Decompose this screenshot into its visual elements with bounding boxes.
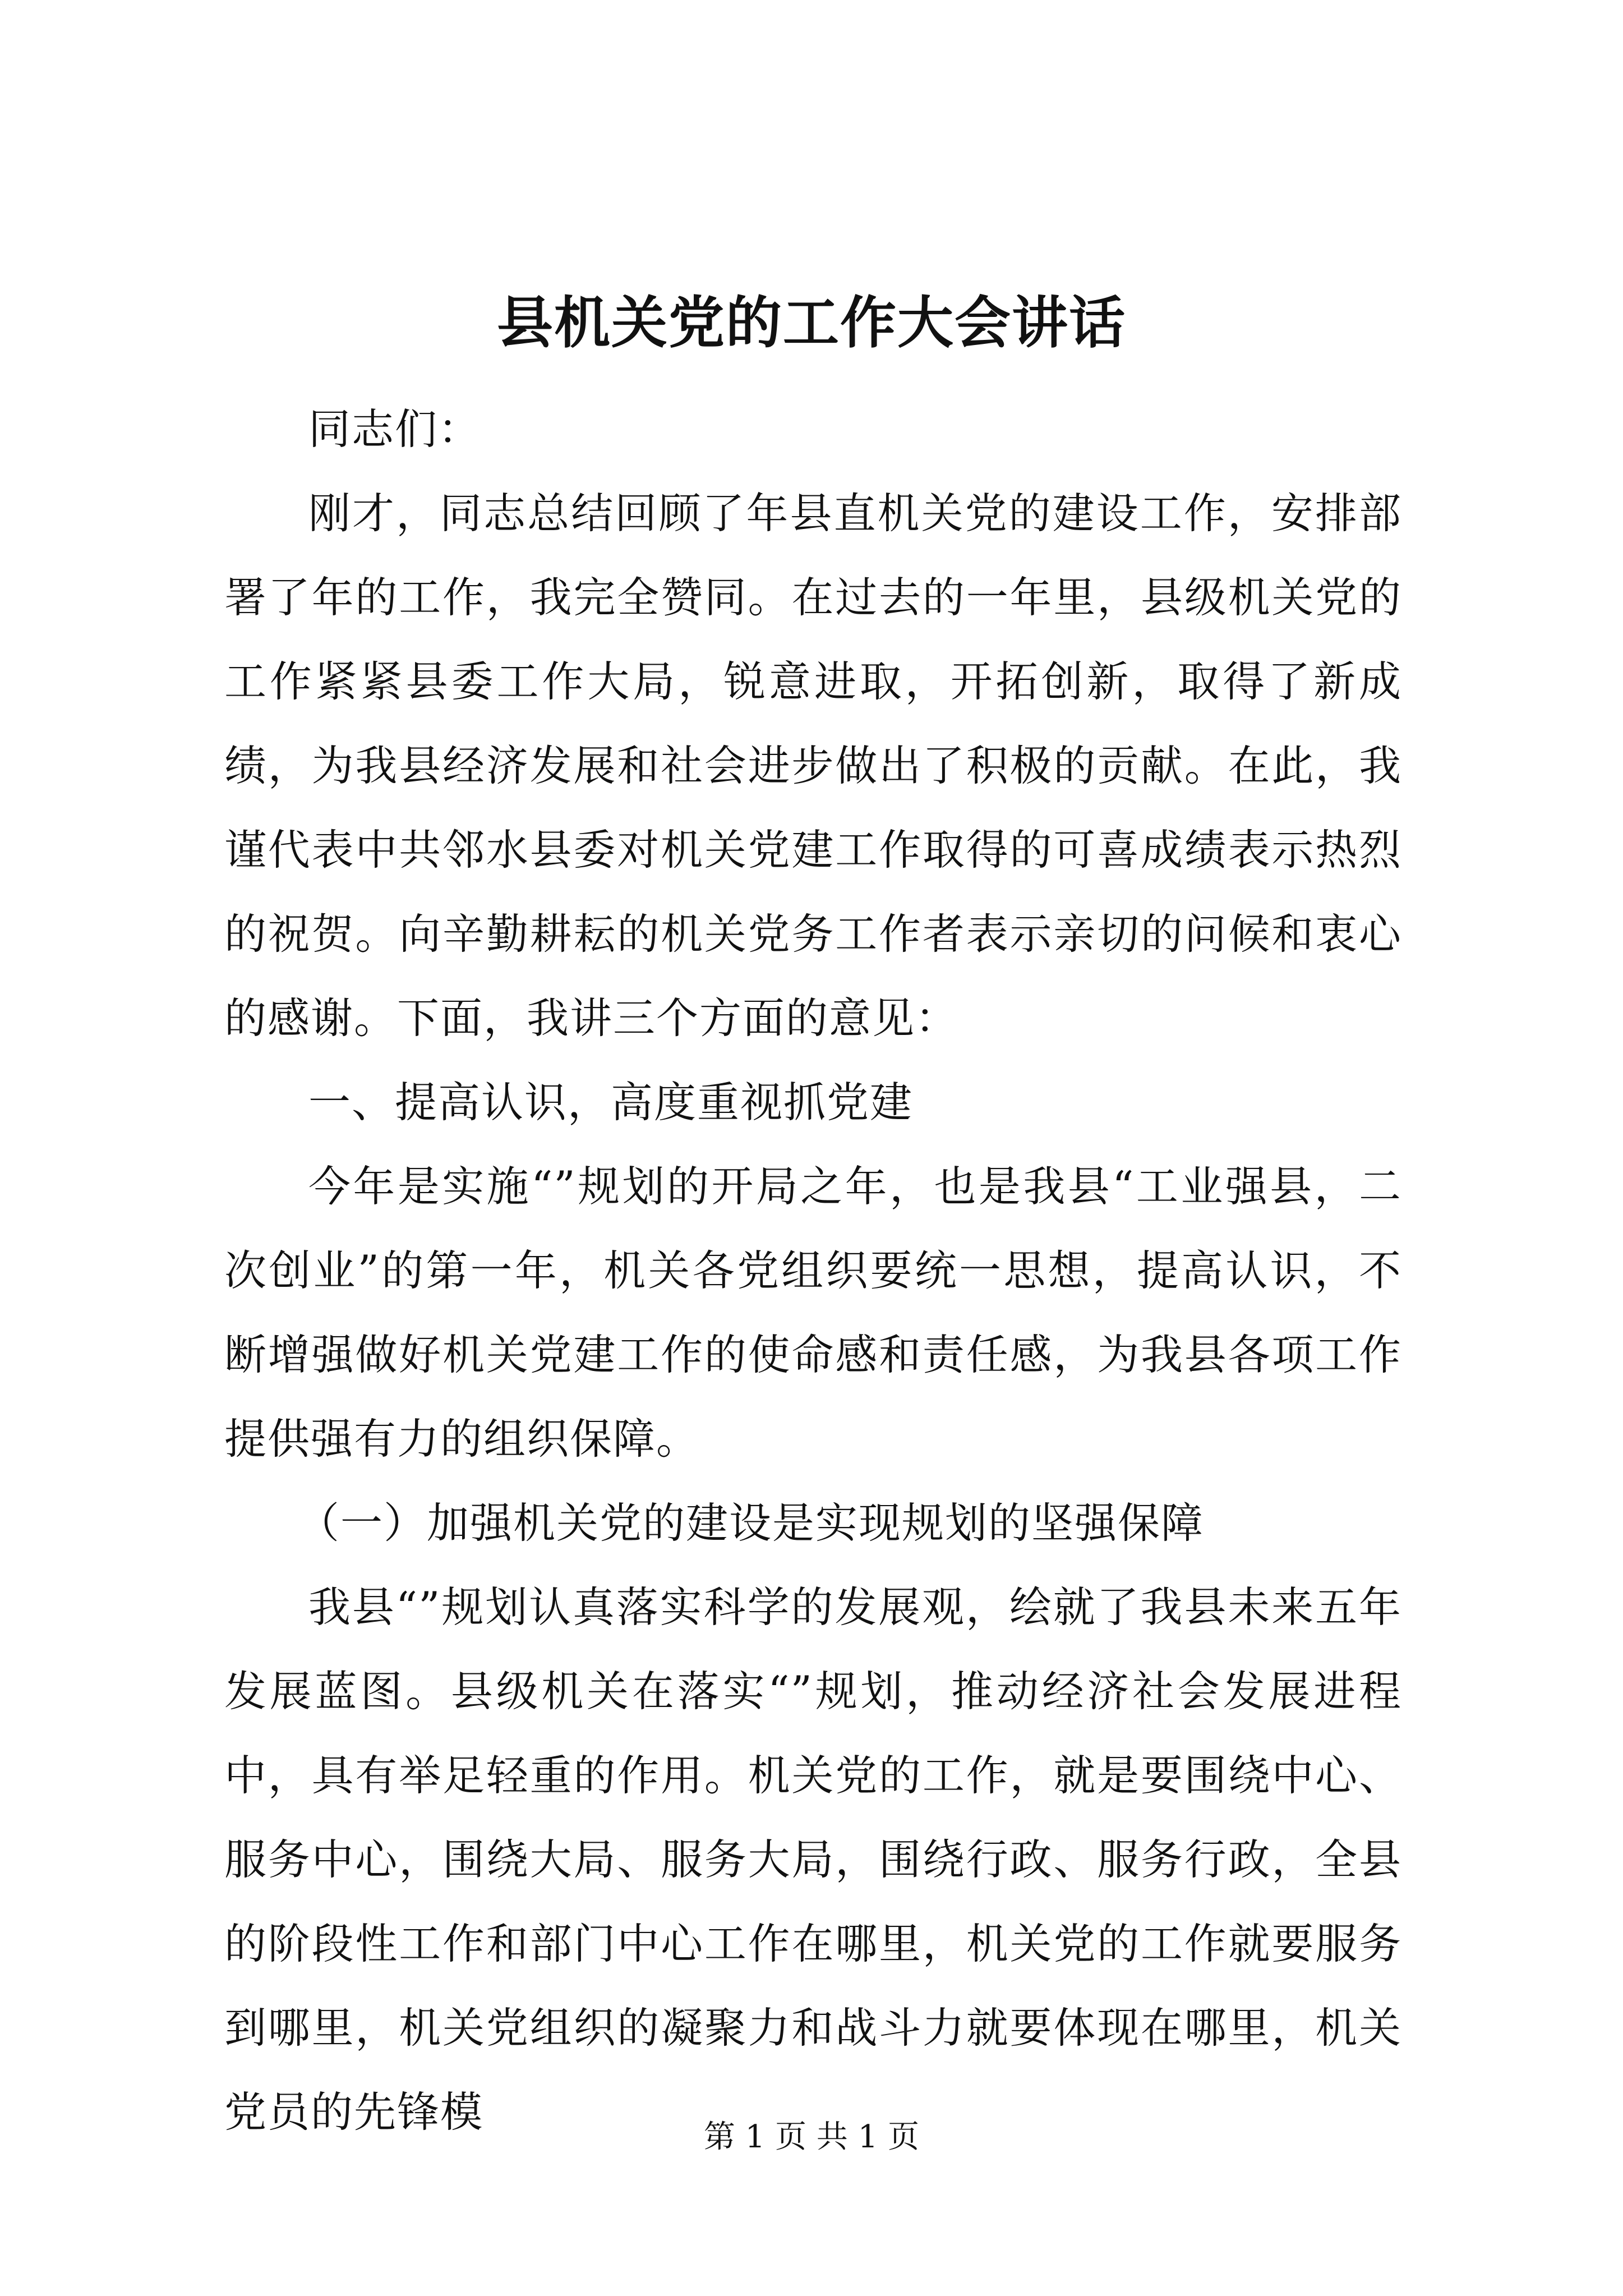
subsection-paragraph: 我县“”规划认真落实科学的发展观，绘就了我县未来五年发展蓝图。县级机关在落实“”规划，推动经济社会发展进程中，具有举足轻重的作用。机关党的工作，就是要围绕中心、服务中心，围绕大局、服务大局，围绕行政、服务行政，全县的阶段性工作和部门中心工作在哪里，机关党的工作就要服务到哪里，机关党组织的凝聚力和战斗力就要体现在哪里，机关党员的先锋模 <box>224 1582 1402 2137</box>
intro-paragraph: 刚才，同志总结回顾了年县直机关党的建设工作，安排部署了年的工作，我完全赞同。在过去的一年里，县级机关党的工作紧紧县委工作大局，锐意进取，开拓创新，取得了新成绩，为我县经济发展和社会进步做出了积极的贡献。在此，我谨代表中共邻水县委对机关党建工作取得的可喜成绩表示热烈的祝贺。向辛勤耕耘的机关党务工作者表示亲切的问候和衷心的感谢。下面，我讲三个方面的意见： <box>224 489 1402 1043</box>
section-paragraph: 今年是实施“”规划的开局之年，也是我县“工业强县，二次创业”的第一年，机关各党组织要统一思想，提高认识，不断增强做好机关党建工作的使命感和责任感，为我县各项工作提供强有力的组织保障。 <box>224 1162 1402 1464</box>
salutation-paragraph: 同志们： <box>308 404 482 454</box>
page-footer: 第 1 页 共 1 页 <box>703 2119 920 2155</box>
subsection-heading: （一）加强机关党的建设是实现规划的坚强保障 <box>297 1498 1205 1548</box>
section-heading: 一、提高认识，高度重视抓党建 <box>308 1078 914 1127</box>
document-body <box>224 387 1402 2154</box>
document-title: 县机关党的工作大会讲话 <box>497 289 1126 356</box>
